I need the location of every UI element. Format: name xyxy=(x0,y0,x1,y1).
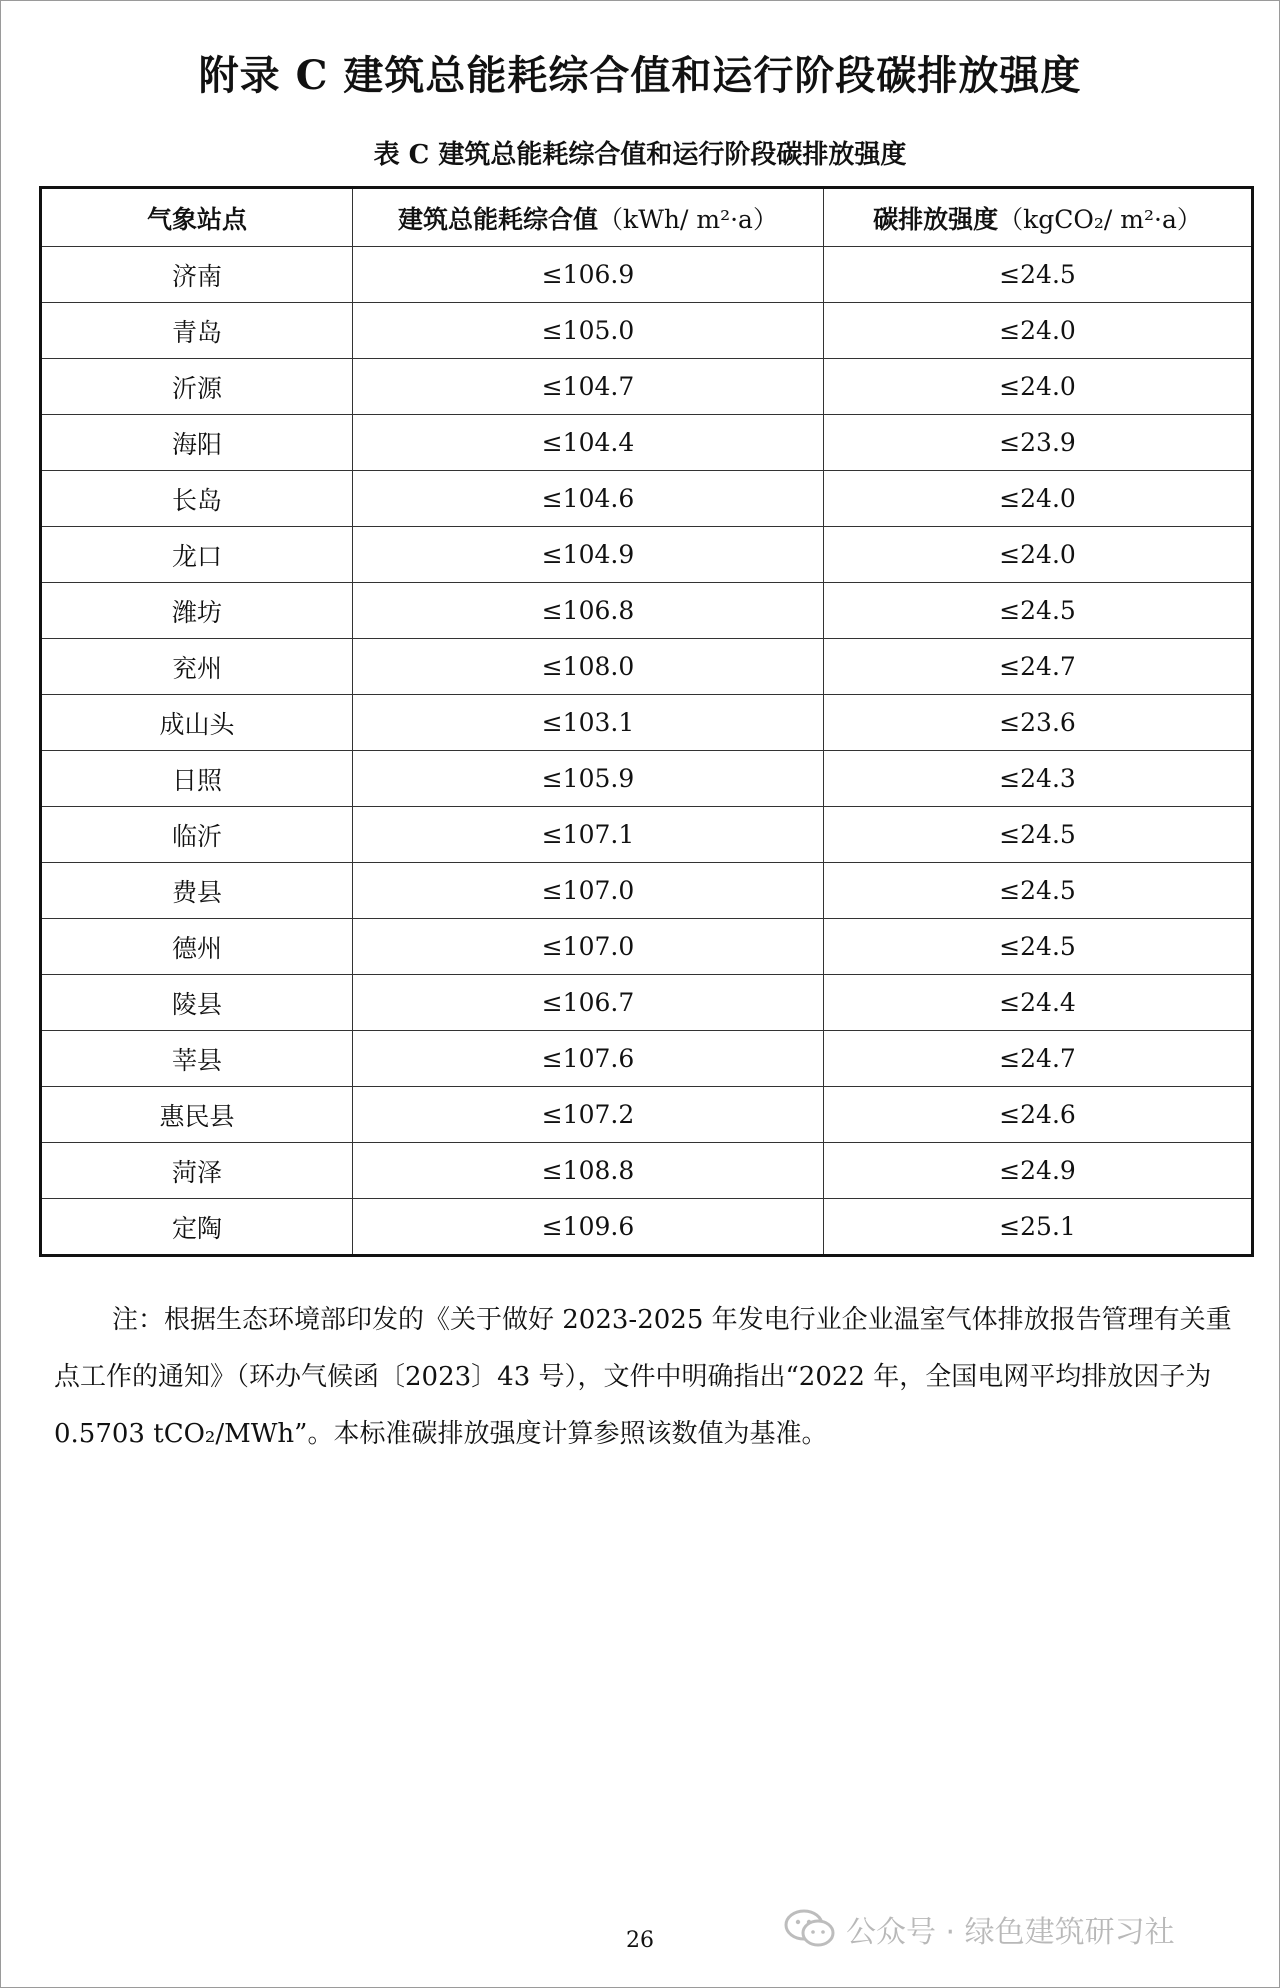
table-row xyxy=(41,303,1253,359)
station-cell: 成山头 xyxy=(41,695,353,751)
energy-cell: ≤106.7 xyxy=(353,975,824,1031)
carbon-cell: ≤23.9 xyxy=(824,415,1253,471)
carbon-cell: ≤24.3 xyxy=(824,751,1253,807)
station-cell: 济南 xyxy=(41,247,353,303)
table-row xyxy=(41,863,1253,919)
table-row xyxy=(41,639,1253,695)
table-row xyxy=(41,1143,1253,1199)
station-cell: 潍坊 xyxy=(41,583,353,639)
table-row xyxy=(41,583,1253,639)
station-cell: 日照 xyxy=(41,751,353,807)
watermark xyxy=(784,1904,1175,1954)
table-row xyxy=(41,247,1253,303)
header-energy-unit: （kWh/ m²·a） xyxy=(598,204,778,234)
station-cell: 惠民县 xyxy=(41,1087,353,1143)
station-cell: 兖州 xyxy=(41,639,353,695)
table-row xyxy=(41,751,1253,807)
carbon-cell: ≤24.5 xyxy=(824,919,1253,975)
table-body xyxy=(41,247,1253,1256)
header-carbon-unit: （kgCO₂/ m²·a） xyxy=(998,204,1202,234)
station-cell: 莘县 xyxy=(41,1031,353,1087)
carbon-cell: ≤25.1 xyxy=(824,1199,1253,1256)
table-row xyxy=(41,415,1253,471)
table-row xyxy=(41,527,1253,583)
station-cell: 费县 xyxy=(41,863,353,919)
energy-cell: ≤105.9 xyxy=(353,751,824,807)
data-table xyxy=(39,186,1254,1257)
carbon-cell: ≤24.7 xyxy=(824,639,1253,695)
watermark-text: 公众号 · 绿色建筑研习社 xyxy=(846,1915,1175,1950)
energy-cell: ≤107.2 xyxy=(353,1087,824,1143)
table-caption: 表 C 建筑总能耗综合值和运行阶段碳排放强度 xyxy=(373,140,907,170)
table-row xyxy=(41,1199,1253,1256)
energy-cell: ≤107.0 xyxy=(353,863,824,919)
energy-cell: ≤107.6 xyxy=(353,1031,824,1087)
station-cell: 龙口 xyxy=(41,527,353,583)
header-carbon xyxy=(824,188,1253,247)
energy-cell: ≤105.0 xyxy=(353,303,824,359)
station-cell: 沂源 xyxy=(41,359,353,415)
energy-cell: ≤109.6 xyxy=(353,1199,824,1256)
carbon-cell: ≤24.4 xyxy=(824,975,1253,1031)
table-row xyxy=(41,975,1253,1031)
energy-cell: ≤108.0 xyxy=(353,639,824,695)
table-row xyxy=(41,1087,1253,1143)
table-row xyxy=(41,1031,1253,1087)
carbon-cell: ≤24.5 xyxy=(824,863,1253,919)
page-number: 26 xyxy=(626,1928,654,1953)
carbon-cell: ≤24.5 xyxy=(824,807,1253,863)
header-carbon-label: 碳排放强度 xyxy=(873,204,999,234)
energy-cell: ≤103.1 xyxy=(353,695,824,751)
table-row xyxy=(41,695,1253,751)
carbon-cell: ≤24.0 xyxy=(824,471,1253,527)
station-cell: 长岛 xyxy=(41,471,353,527)
carbon-cell: ≤23.6 xyxy=(824,695,1253,751)
table-row xyxy=(41,471,1253,527)
station-cell: 德州 xyxy=(41,919,353,975)
station-cell: 陵县 xyxy=(41,975,353,1031)
energy-cell: ≤104.4 xyxy=(353,415,824,471)
carbon-cell: ≤24.9 xyxy=(824,1143,1253,1199)
station-cell: 菏泽 xyxy=(41,1143,353,1199)
table-header-row xyxy=(41,188,1253,247)
station-cell: 青岛 xyxy=(41,303,353,359)
table-row xyxy=(41,359,1253,415)
station-cell: 定陶 xyxy=(41,1199,353,1256)
energy-cell: ≤108.8 xyxy=(353,1143,824,1199)
header-energy-label: 建筑总能耗综合值 xyxy=(398,204,599,234)
energy-cell: ≤104.7 xyxy=(353,359,824,415)
carbon-cell: ≤24.5 xyxy=(824,583,1253,639)
carbon-cell: ≤24.7 xyxy=(824,1031,1253,1087)
energy-cell: ≤107.0 xyxy=(353,919,824,975)
station-cell: 海阳 xyxy=(41,415,353,471)
note-paragraph: 注：根据生态环境部印发的《关于做好 2023-2025 年发电行业企业温室气体排放报告管理有关重点工作的通知》（环办气候函〔2023〕43 号），文件中明确指出“2022 年，全国电网平均排放因子为 0.5703 tCO₂/MWh”。本标准碳排放强度计算参照该数值为基准。 xyxy=(54,1305,1232,1449)
page-title: 附录 C 建筑总能耗综合值和运行阶段碳排放强度 xyxy=(198,52,1082,99)
carbon-cell: ≤24.0 xyxy=(824,359,1253,415)
station-cell: 临沂 xyxy=(41,807,353,863)
carbon-cell: ≤24.5 xyxy=(824,247,1253,303)
energy-cell: ≤106.9 xyxy=(353,247,824,303)
carbon-cell: ≤24.6 xyxy=(824,1087,1253,1143)
header-station: 气象站点 xyxy=(41,188,353,247)
table-row xyxy=(41,807,1253,863)
energy-cell: ≤104.9 xyxy=(353,527,824,583)
carbon-cell: ≤24.0 xyxy=(824,527,1253,583)
table-row xyxy=(41,919,1253,975)
energy-cell: ≤107.1 xyxy=(353,807,824,863)
energy-cell: ≤106.8 xyxy=(353,583,824,639)
energy-cell: ≤104.6 xyxy=(353,471,824,527)
wechat-icon xyxy=(784,1909,836,1949)
header-energy xyxy=(353,188,824,247)
carbon-cell: ≤24.0 xyxy=(824,303,1253,359)
